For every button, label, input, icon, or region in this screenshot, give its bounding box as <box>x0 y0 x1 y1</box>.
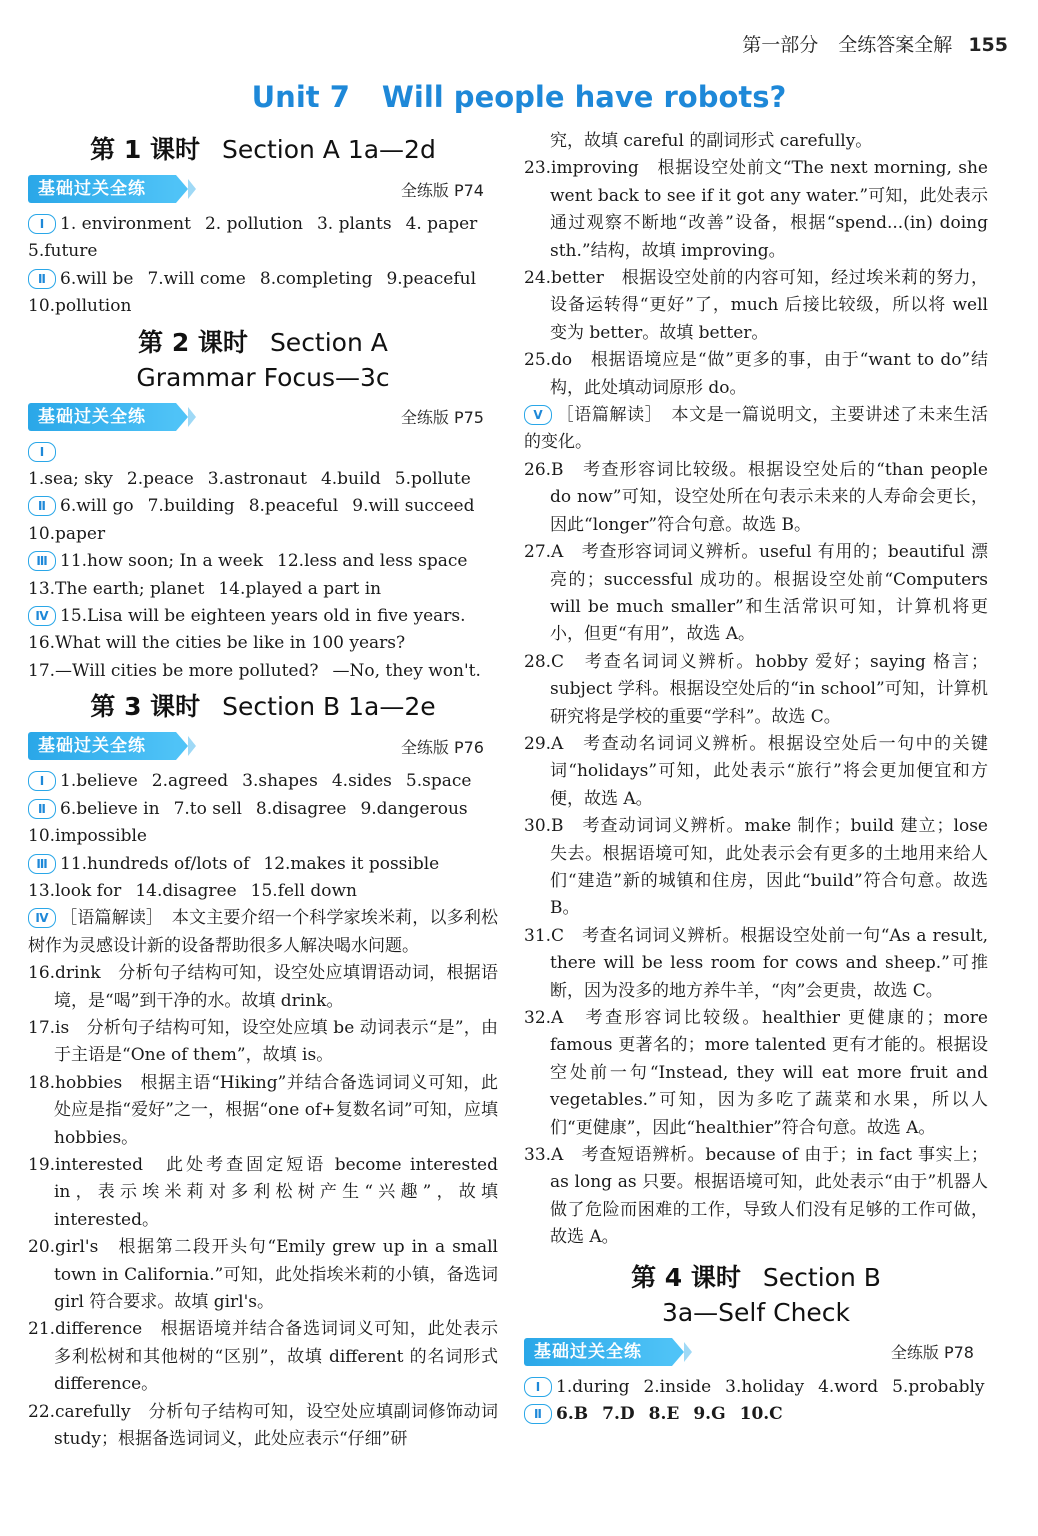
answer-item: 12.less and less space <box>277 551 468 572</box>
explanation-entry: 18.hobbies 根据主语“Hiking”并结合备选词词义可知，此处应是指“爱好”之一，根据“one of+复数名词”可知，应填 hobbies。 <box>28 1072 498 1148</box>
passage-intro <box>524 402 988 457</box>
answer-item: 14.disagree <box>135 880 237 901</box>
lesson-1-banner-row <box>28 173 498 205</box>
answer-line <box>28 211 498 238</box>
lesson-2-page-ref: 全练版 P75 <box>400 408 484 428</box>
answer-line <box>28 238 498 265</box>
answer-item: 2. pollution <box>204 214 303 234</box>
answer-line <box>28 878 498 905</box>
explanation-entry: 28.C 考查名词词义辨析。hobby 爱好；saying 格言；subject 学科。根据设空处后的“in school”可知，计算机研究将是学校的重要“学科”。故选 C。 <box>524 651 988 727</box>
answer-line <box>28 266 498 293</box>
answer-line <box>28 293 498 320</box>
left-column <box>28 128 498 1453</box>
answer-item: 4. paper <box>405 214 478 234</box>
answer-item: 3.astronaut <box>207 469 307 490</box>
lesson-4-answers <box>524 1374 988 1429</box>
answer-item: 9.will succeed <box>352 496 475 517</box>
explanation-entry: 22.carefully 分析句子结构可知，设空处应填副词修饰动词 study；根据备选词词义，此处应表示“仔细”研 <box>28 1401 498 1450</box>
answer-line <box>524 1374 988 1401</box>
answer-line <box>28 851 498 878</box>
answer-item: 7.D <box>602 1404 635 1425</box>
answer-item: 11.hundreds of/lots of <box>60 853 250 874</box>
lesson-4-section: Section B <box>762 1262 881 1292</box>
answer-item: 5.probably <box>892 1376 985 1397</box>
explanation-entry: 29.A 考查动名词词义辨析。根据设空处后一句中的关键词“holidays”可知，此处表示“旅行”将会更加便宜和方便，故选 A。 <box>524 733 988 809</box>
lesson-3-banner: 基础过关全练 <box>28 732 176 760</box>
explanation-entry: 23.improving 根据设空处前文“The next morning, she went back to see if it got any water.”可知，此处表示通过观察不断地“改善”设备，根据“spend...(in) doing sth.”结构，故填 improving。 <box>524 158 988 261</box>
lesson-3-answers <box>28 768 498 1453</box>
unit-title <box>0 80 1038 114</box>
page-number: 155 <box>968 34 1008 56</box>
lesson-4-subtitle: 3a—Self Check <box>661 1297 851 1327</box>
right-column <box>524 128 988 1428</box>
unit-label: Unit 7 <box>251 80 350 114</box>
passage-intro-text: ［语篇解读］ 本文是一篇说明文，主要讲述了未来生活的变化。 <box>524 405 988 453</box>
answer-line <box>28 493 498 520</box>
answer-line <box>28 576 498 603</box>
lesson-4-number: 第 4 课时 <box>631 1262 741 1292</box>
roman-badge: Ⅱ <box>524 1404 552 1424</box>
roman-badge: Ⅱ <box>28 799 56 819</box>
answer-item: 1. environment <box>60 214 191 234</box>
lesson-1-title <box>28 132 498 167</box>
answer-line <box>28 796 498 823</box>
answer-item: 16.What will the cities be like in 100 years? <box>28 633 406 654</box>
lesson-1-section: Section A 1a—2d <box>221 135 436 164</box>
lesson-2-title <box>28 325 498 395</box>
lesson-2-answers <box>28 439 498 686</box>
answer-item: 8.E <box>648 1404 680 1425</box>
explanation-entry: 25.do 根据语境应是“做”更多的事，由于“want to do”结构，此处填动词原形 do。 <box>524 350 988 398</box>
lesson-3-number: 第 3 课时 <box>90 692 201 722</box>
answer-item: 5.space <box>405 771 472 792</box>
roman-badge: Ⅴ <box>524 405 552 425</box>
answer-item: 8.disagree <box>255 798 347 819</box>
answer-item: 1.sea; sky <box>28 469 113 490</box>
answer-line <box>28 658 498 685</box>
answer-line <box>524 1401 988 1428</box>
roman-badge: Ⅳ <box>28 606 56 626</box>
lesson-2-banner: 基础过关全练 <box>28 403 176 431</box>
answer-item: 8.peaceful <box>248 496 339 517</box>
roman-badge: Ⅲ <box>28 854 56 874</box>
explanation-entry: 27.A 考查形容词词义辨析。useful 有用的；beautiful 漂亮的；successful 成功的。根据设空处前“Computers will be much smaller”和生活常识可知，计算机将更小，但更“有用”，故选 A。 <box>524 542 988 645</box>
answer-item: 10.pollution <box>28 296 132 317</box>
answer-line <box>28 768 498 795</box>
explanation-entry: 21.difference 根据语境并结合备选词词义可知，此处表示多利松树和其他树的“区别”，故填 different 的名词形式 difference。 <box>28 1319 498 1395</box>
answer-item: 9.dangerous <box>360 798 468 819</box>
lesson-2-number: 第 2 课时 <box>138 327 248 357</box>
answer-item: 10.C <box>739 1404 783 1425</box>
roman-badge: Ⅰ <box>28 214 56 234</box>
lesson-4-page-ref: 全练版 P78 <box>890 1343 974 1363</box>
lesson-1-banner: 基础过关全练 <box>28 175 176 203</box>
explanation-entry: 16.drink 分析句子结构可知，设空处应填谓语动词，根据语境，是“喝”到干净的水。故填 drink。 <box>28 963 498 1011</box>
roman-badge: Ⅱ <box>28 496 56 516</box>
answer-item: 15.fell down <box>250 880 357 901</box>
answer-item: 17.—Will cities be more polluted? <box>28 660 319 681</box>
answer-item: 15.Lisa will be eighteen years old in five years. <box>60 606 466 627</box>
passage-intro-text: ［语篇解读］ 本文主要介绍一个科学家埃米莉，以多利松树作为灵感设计新的设备帮助很多人解决喝水问题。 <box>28 908 498 956</box>
answer-item: 3.holiday <box>725 1376 805 1397</box>
explanation-entry: 26.B 考查形容词比较级。根据设空处后的“than people do now”可知，设空处所在句表示未来的人寿命会更长，因此“longer”符合句意。故选 B。 <box>524 459 988 535</box>
roman-badge: Ⅰ <box>28 442 56 462</box>
answer-item: 1.during <box>556 1376 630 1397</box>
answer-item: 3.shapes <box>242 771 318 792</box>
continued-text: 究，故填 careful 的副词形式 carefully。 <box>550 131 873 151</box>
answer-line <box>28 630 498 657</box>
answer-line <box>28 823 498 850</box>
answer-item: 7.will come <box>147 268 246 289</box>
answer-item: 5.future <box>28 241 98 262</box>
roman-badge: Ⅱ <box>28 269 56 289</box>
answer-item: 10.paper <box>28 523 106 544</box>
answer-line <box>28 439 498 494</box>
answer-item: 2.inside <box>643 1376 712 1397</box>
lesson-1-number: 第 1 课时 <box>90 135 200 164</box>
answer-line <box>28 548 498 575</box>
lesson-3-section: Section B 1a—2e <box>222 692 436 722</box>
lesson-2-banner-row <box>28 401 498 433</box>
answer-item: 6.will go <box>60 496 134 517</box>
answer-item: 4.build <box>320 469 381 490</box>
explanation-entry: 30.B 考查动词词义辨析。make 制作；build 建立；lose 失去。根据语境可知，此处表示会有更多的土地用来给人们“建造”新的城镇和住房，因此“build”符合句意。故选 B。 <box>524 816 988 919</box>
explanation-entry: 19.interested 此处考查固定短语 become interested in，表示埃米莉对多利松树产生“兴趣”，故填 interested。 <box>28 1154 498 1230</box>
lesson-1-page-ref: 全练版 P74 <box>400 180 484 200</box>
lesson-4-banner-row <box>524 1336 988 1368</box>
answer-item: 8.completing <box>259 268 373 289</box>
explanation-entry: 33.A 考查短语辨析。because of 由于；in fact 事实上；as long as 只要。根据语境可知，此处表示“由于”机器人做了危险而困难的工作，导致人们没有足够的工作可做，故选 A。 <box>524 1145 988 1248</box>
answer-item: 2.agreed <box>151 771 229 792</box>
explanation-entry: 17.is 分析句子结构可知，设空处应填 be 动词表示“是”，由于主语是“One of them”，故填 is。 <box>28 1017 498 1066</box>
lesson-2-section: Section A <box>269 327 388 357</box>
explanation-entry: 20.girl's 根据第二段开头句“Emily grew up in a small town in California.”可知，此处指埃米莉的小镇，备选词 girl 符合要求。故填 girl's。 <box>28 1237 498 1312</box>
lesson-1-answers <box>28 211 498 321</box>
explanation-entry: 24.better 根据设空处前的内容可知，经过埃米莉的努力，设备运转得“更好”了，much 后接比较级，所以将 well 变为 better。故填 better。 <box>524 268 988 343</box>
answer-item: 1.believe <box>60 771 138 792</box>
answer-line <box>28 603 498 630</box>
lesson-3-title <box>28 689 498 724</box>
answer-item: 7.building <box>147 496 235 517</box>
answer-item: 6.will be <box>60 268 134 289</box>
answer-item: 7.to sell <box>173 798 242 819</box>
unit-name: Will people have robots? <box>381 80 787 114</box>
answer-item: 14.played a part in <box>218 578 382 599</box>
answer-item: —No, they won't. <box>332 660 481 681</box>
answer-item: 13.The earth; planet <box>28 578 205 599</box>
lesson-4-title <box>524 1260 988 1330</box>
answer-item: 6.B <box>556 1404 589 1425</box>
lesson-3-banner-row <box>28 730 498 762</box>
page-header <box>742 30 1008 57</box>
answer-item: 9.peaceful <box>386 268 477 289</box>
answer-item: 2.peace <box>126 469 194 490</box>
answer-item: 5.pollute <box>394 469 471 490</box>
answer-item: 13.look for <box>28 880 122 901</box>
roman-badge: Ⅳ <box>28 908 56 928</box>
explanation-entry: 32.A 考查形容词比较级。healthier 更健康的；more famous 更著名的；more talented 更有才能的。根据设空处前一句“Instead, they will eat more fruit and vegetables.”可知，因为多吃了蔬菜和水果，所以人们“更健康”，因此“healthier”符合句意。故选 A。 <box>524 1008 988 1138</box>
answer-item: 4.sides <box>331 771 392 792</box>
roman-badge: Ⅲ <box>28 551 56 571</box>
answer-item: 12.makes it possible <box>263 853 440 874</box>
answer-item: 3. plants <box>316 214 392 234</box>
answer-item: 10.impossible <box>28 826 147 847</box>
answer-item: 6.believe in <box>60 798 160 819</box>
answer-item: 4.word <box>818 1376 879 1397</box>
header-section: 第一部分 <box>742 34 819 56</box>
lesson-3-page-ref: 全练版 P76 <box>400 737 484 757</box>
answer-item: 9.G <box>693 1404 726 1425</box>
roman-badge: Ⅰ <box>28 771 56 791</box>
answer-line <box>28 521 498 548</box>
answer-item: 11.how soon; In a week <box>60 551 264 572</box>
explanation-entry: 31.C 考查名词词义辨析。根据设空处前一句“As a result, there will be less room for cows and sheep.”可推断，因为没多的地方养牛羊，“肉”会更贵，故选 C。 <box>524 925 988 1001</box>
roman-badge: Ⅰ <box>524 1377 552 1397</box>
passage-intro <box>28 905 498 960</box>
lesson-4-banner: 基础过关全练 <box>524 1338 672 1366</box>
header-subtitle: 全练答案全解 <box>838 34 953 56</box>
lesson-2-subtitle: Grammar Focus—3c <box>136 362 390 392</box>
